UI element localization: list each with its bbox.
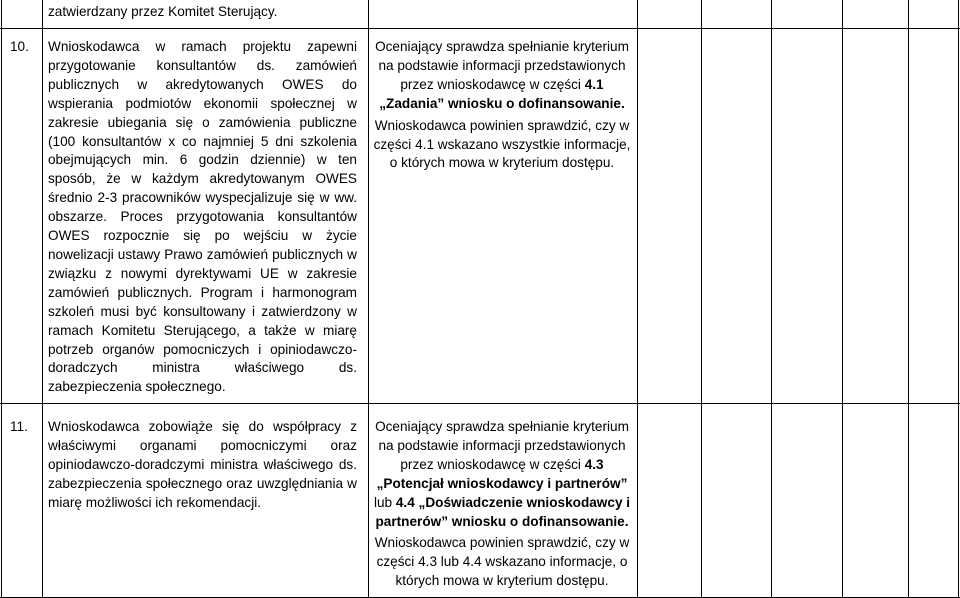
row-divider-2 xyxy=(0,403,960,404)
verification-method xyxy=(373,418,631,591)
row-number: 11. xyxy=(10,419,28,434)
row-number: 10. xyxy=(10,39,29,54)
section-name-2: 4.4 „Doświadczenie wnioskodawcy i partnerów” wniosku o dofinansowanie. xyxy=(375,494,631,529)
column-divider-5 xyxy=(771,0,772,598)
column-divider-7 xyxy=(908,0,909,598)
table-border-left xyxy=(1,0,2,598)
column-divider-2 xyxy=(368,0,369,598)
section-name: „Zadania” wniosku o dofinansowanie. xyxy=(379,95,625,111)
verification-note: Wnioskodawca powinien sprawdzić, czy w części 4.1 wskazano wszystkie informacje, o których mowa w kryterium dostępu. xyxy=(373,117,631,171)
verification-method xyxy=(373,38,631,173)
criterion-description: Wnioskodawca w ramach projektu zapewni przygotowanie konsultantów ds. zamówień publicznych w akredytowanych OWES do wspierania podmiotów ekonomii społecznej w zakresie ubiegania się o zamówienia publiczne (100 konsultantów x co najmniej 5 dni szkolenia obejmujących min. 6 godzin dziennie) w ten sposób, że w każdym akredytowanym OWES średnio 2-3 pracowników wyspecjalizuje się w ww. obszarze. Proces przygotowania konsultantów OWES rozpocznie się po wejściu w życie nowelizacji ustawy Prawo zamówień publicznych w związku z nowymi dyrektywami UE w zakresie zamówień publicznych. Program i harmonogram szkoleń musi być konsultowany i zatwierdzony w ramach Komitetu Sterującego, a także w miarę potrzeb organów pomocniczych i opiniodawczo-doradczych ministra właściwego ds. zabezpieczenia społecznego. xyxy=(48,39,357,395)
verification-note: Wnioskodawca powinien sprawdzić, czy w części 4.3 lub 4.4 wskazano informacje, o których mowa w kryterium dostępu. xyxy=(374,535,630,589)
row-divider-1 xyxy=(0,28,960,29)
criterion-description: Wnioskodawca zobowiąże się do współpracy z właściwymi organami pomocniczymi oraz opiniodawczo-doradczymi ministra właściwego ds. zabezpieczenia społecznego oraz uwzględniania w miarę możliwości ich rekomendacji. xyxy=(48,419,357,510)
column-divider-6 xyxy=(842,0,843,598)
top-row-text: zatwierdzany przez Komitet Sterujący. xyxy=(48,4,278,19)
column-divider-4 xyxy=(701,0,702,598)
verification-paragraph: Oceniający sprawdza spełnianie kryterium na podstawie informacji przedstawionych przez wnioskodawcę w części 4.1 „Zadania” wniosku o dofinansowanie. xyxy=(375,39,629,111)
column-divider-3 xyxy=(637,0,638,598)
verification-paragraph: Oceniający sprawdza spełnianie kryterium na podstawie informacji przedstawionych przez wnioskodawcę w części 4.3 „Potencjał wnioskodawcy i partnerów” lub 4.4 „Doświadczenie wnioskodawcy i partnerów” wniosku o dofinansowanie. xyxy=(373,419,631,529)
table-border-right xyxy=(958,0,959,598)
section-name: „Potencjał wnioskodawcy i partnerów” xyxy=(376,475,628,491)
column-divider-1 xyxy=(42,0,43,598)
